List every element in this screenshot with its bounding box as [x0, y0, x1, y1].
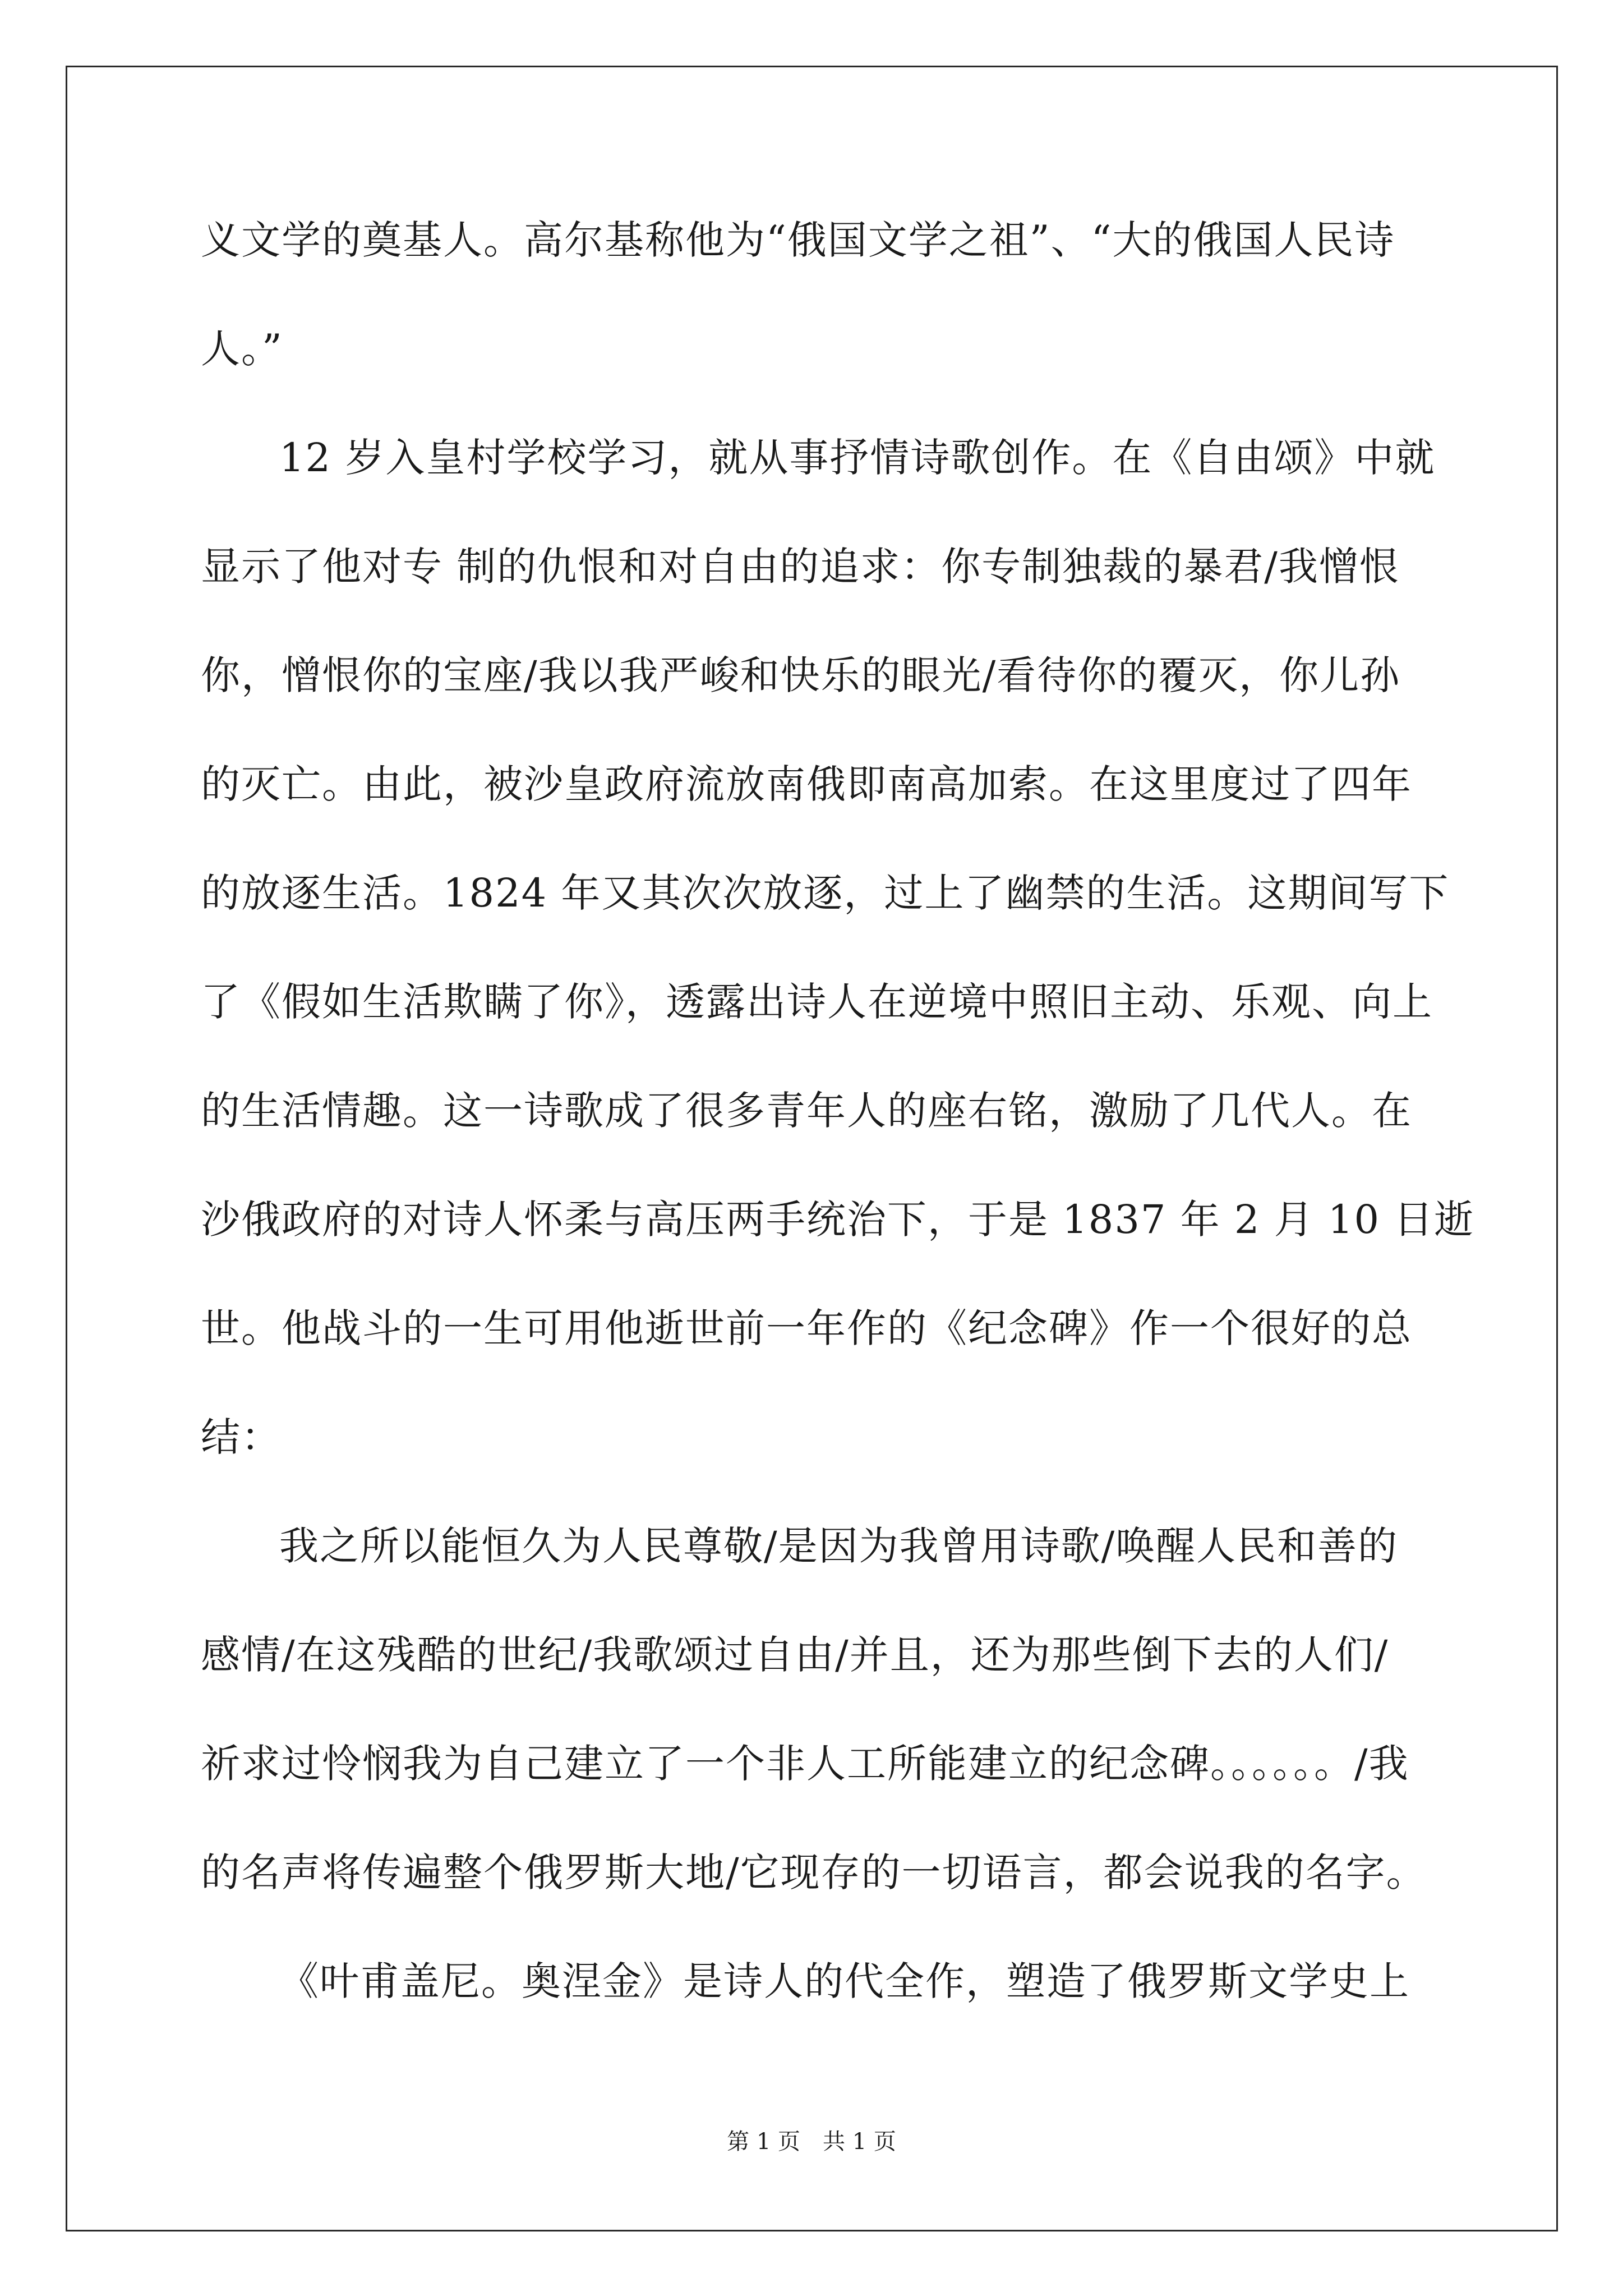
text-line: 的生活情趣。这一诗歌成了很多青年人的座右铭，激励了几代人。在 [201, 1088, 1412, 1134]
text-line: 的灭亡。由此，被沙皇政府流放南俄即南高加索。在这里度过了四年 [201, 761, 1412, 807]
text-line: 人。” [201, 326, 283, 372]
text-line: 沙俄政府的对诗人怀柔与高压两手统治下，于是 1837 年 2 月 10 日逝 [201, 1197, 1475, 1243]
text-line: 结： [201, 1414, 282, 1460]
text-line: 《叶甫盖尼。奥涅金》是诗人的代全作，塑造了俄罗斯文学史上 [279, 1958, 1410, 2004]
text-line: 12 岁入皇村学校学习，就从事抒情诗歌创作。在《自由颂》中就 [279, 435, 1436, 481]
text-line: 的名声将传遍整个俄罗斯大地/它现存的一切语言，都会说我的名字。 [201, 1849, 1427, 1895]
page-number-footer: 第 1 页 共 1 页 [727, 2129, 896, 2155]
text-line: 感情/在这残酷的世纪/我歌颂过自由/并且，还为那些倒下去的人们/ [201, 1632, 1389, 1678]
text-line: 世。他战斗的一生可用他逝世前一年作的《纪念碑》作一个很好的总 [201, 1305, 1412, 1351]
page-border [66, 66, 1558, 2231]
text-line: 义文学的奠基人。高尔基称他为“俄国文学之祖”、“大的俄国人民诗 [201, 217, 1395, 263]
text-line: 显示了他对专 制的仇恨和对自由的追求：你专制独裁的暴君/我憎恨 [201, 544, 1400, 590]
text-line: 你，憎恨你的宝座/我以我严峻和快乐的眼光/看待你的覆灭，你儿孙 [201, 652, 1401, 698]
text-line: 祈求过怜悯我为自己建立了一个非人工所能建立的纪念碑。。。。。。/我 [201, 1741, 1409, 1787]
text-line: 了《假如生活欺瞒了你》，透露出诗人在逆境中照旧主动、乐观、向上 [201, 979, 1433, 1025]
text-line: 我之所以能恒久为人民尊敬/是因为我曾用诗歌/唤醒人民和善的 [279, 1523, 1399, 1569]
text-line: 的放逐生活。1824 年又其次次放逐，过上了幽禁的生活。这期间写下 [201, 870, 1450, 916]
